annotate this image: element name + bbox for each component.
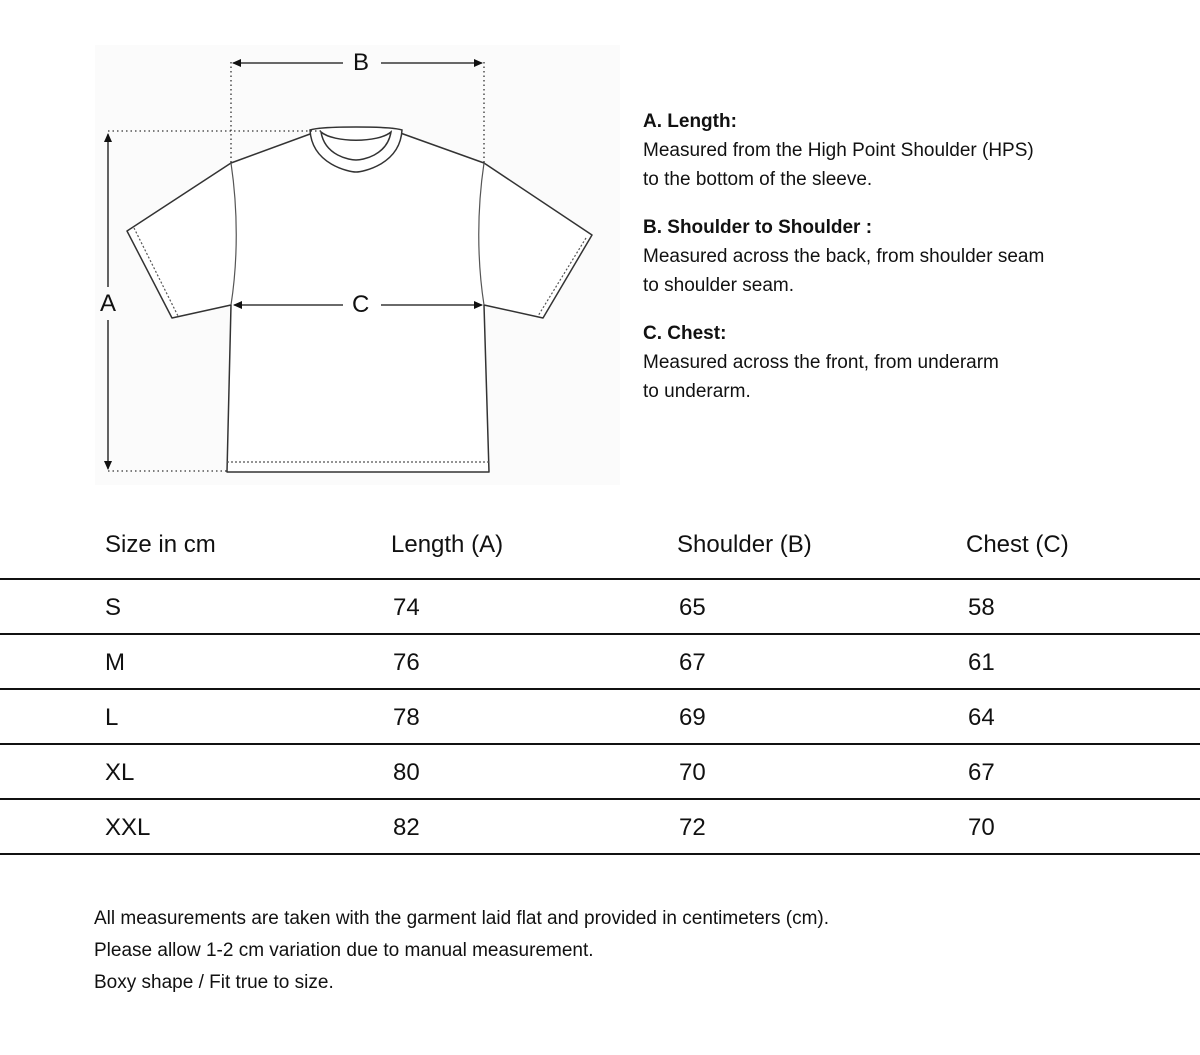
description-text: to shoulder seam. [643, 275, 795, 296]
table-row [0, 745, 1200, 800]
cell-chest: 58 [968, 594, 995, 621]
description-title: A. Length: [643, 111, 737, 132]
header-length: Length (A) [391, 531, 504, 558]
description-text: Measured from the High Point Shoulder (HPS) [643, 140, 1034, 161]
cell-shoulder: 67 [679, 649, 706, 676]
cell-size: XXL [105, 814, 151, 841]
cell-length: 76 [393, 649, 420, 676]
description-title: B. Shoulder to Shoulder : [643, 217, 873, 238]
table-row [0, 635, 1200, 690]
cell-shoulder: 65 [679, 594, 706, 621]
cell-length: 82 [393, 814, 420, 841]
description-title: C. Chest: [643, 323, 727, 344]
header-chest: Chest (C) [966, 531, 1069, 558]
tshirt-illustration [0, 0, 640, 500]
cell-size: M [105, 649, 125, 676]
description-text: to underarm. [643, 381, 751, 402]
cell-shoulder: 69 [679, 704, 706, 731]
cell-shoulder: 70 [679, 759, 706, 786]
table-row [0, 690, 1200, 745]
description-text: Measured across the back, from shoulder seam [643, 246, 1045, 267]
measurement-descriptions [643, 108, 1163, 426]
table-row [0, 580, 1200, 635]
cell-length: 80 [393, 759, 420, 786]
cell-size: S [105, 594, 122, 621]
table-header-row [0, 520, 1200, 580]
table-row [0, 800, 1200, 855]
cell-chest: 67 [968, 759, 995, 786]
cell-chest: 70 [968, 814, 995, 841]
description-length [643, 108, 1163, 194]
cell-chest: 61 [968, 649, 995, 676]
description-shoulder [643, 214, 1163, 300]
note-line: Please allow 1-2 cm variation due to manual measurement. [94, 940, 594, 961]
cell-length: 74 [393, 594, 420, 621]
cell-chest: 64 [968, 704, 995, 731]
cell-length: 78 [393, 704, 420, 731]
note-line: Boxy shape / Fit true to size. [94, 972, 334, 993]
tshirt-measurement-diagram [0, 0, 640, 500]
size-table [0, 520, 1200, 855]
header-size: Size in cm [105, 531, 216, 558]
description-chest [643, 320, 1163, 406]
description-text: to the bottom of the sleeve. [643, 169, 873, 190]
note-line: All measurements are taken with the garment laid flat and provided in centimeters (cm). [94, 908, 829, 929]
cell-size: L [105, 704, 119, 731]
header-shoulder: Shoulder (B) [677, 531, 812, 558]
label-b: B [353, 49, 370, 76]
measurement-notes [94, 903, 1094, 999]
label-c: C [352, 291, 370, 318]
cell-size: XL [105, 759, 135, 786]
cell-shoulder: 72 [679, 814, 706, 841]
label-a: A [100, 290, 117, 317]
description-text: Measured across the front, from underarm [643, 352, 999, 373]
